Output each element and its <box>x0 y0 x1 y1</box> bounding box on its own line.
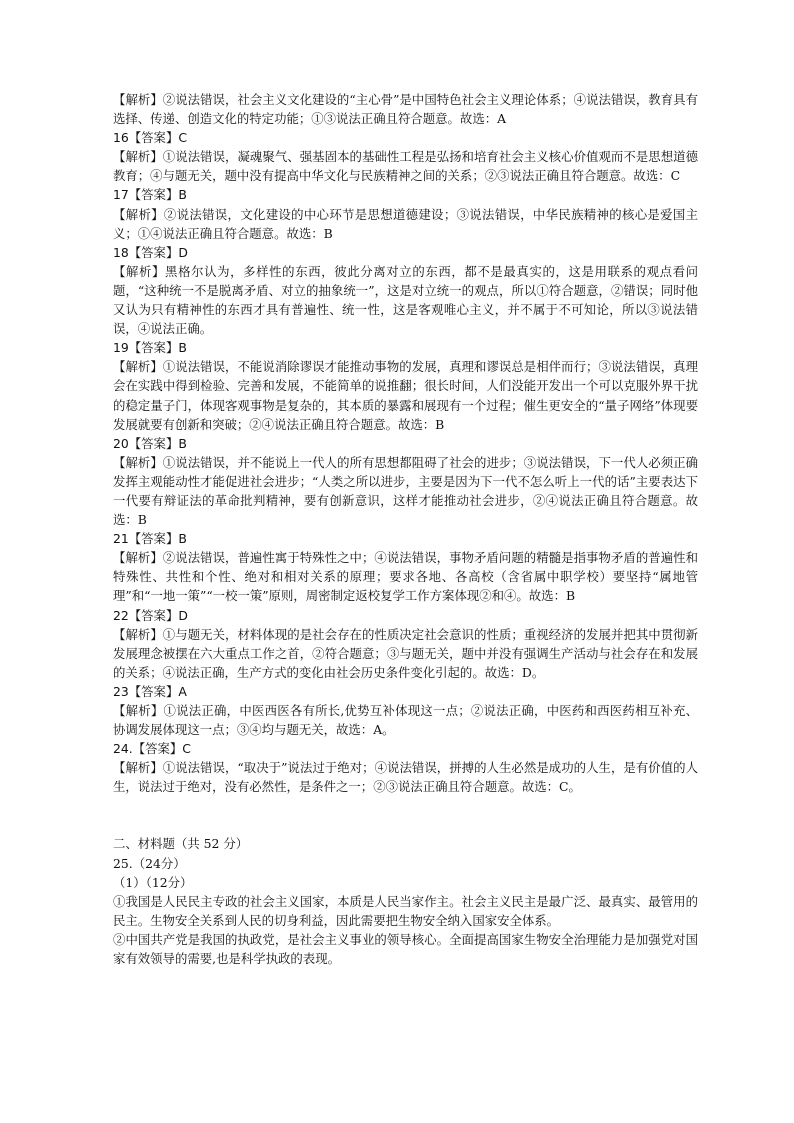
section-spacer <box>113 796 698 834</box>
analysis-paragraph: 【解析】黑格尔认为，多样性的东西，彼此分离对立的东西，都不是最真实的，这是用联系的观点看问题，“这种统一不是脱离矛盾、对立的抽象统一”，这是对立统一的观点，所以①符合题意，②错误；同时他又认为只有精神性的东西才具有普遍性、统一性，这是客观唯心主义，并不属于不可知论，所以③说法错误，④说法正确。 <box>113 263 698 337</box>
analysis-paragraph: 【解析】②说法错误，文化建设的中心环节是思想道德建设；③说法错误，中华民族精神的核心是爱国主义；①④说法正确且符合题意。故选：B <box>113 206 698 241</box>
answer-line: 22【答案】D <box>113 607 188 623</box>
analysis-paragraph: 【解析】①说法错误，不能说消除谬误才能推动事物的发展，真理和谬误总是相伴而行；③说法错误，真理会在实践中得到检验、完善和发展，不能简单的说推翻；很长时间，人们没能开发出一个可以克服外界干扰的稳定量子门，体现客观事物是复杂的，其本质的暴露和展现有一个过程；催生更安全的“量子网络”体现要发展就要有创新和突破；②④说法正确且符合题意。故选：B <box>113 359 698 432</box>
answer-line: 16【答案】C <box>113 130 187 146</box>
answer-list <box>113 90 698 796</box>
analysis-paragraph: 【解析】②说法错误，社会主义文化建设的“主心骨”是中国特色社会主义理论体系；④说法错误，教育具有选择、传递、创造文化的特定功能；①③说法正确且符合题意。故选：A <box>113 92 698 127</box>
answer-line: 20【答案】B <box>113 435 187 451</box>
answer-line: 18【答案】D <box>113 244 188 260</box>
answer-line: 17【答案】B <box>113 187 187 203</box>
analysis-paragraph: 【解析】②说法错误，普遍性寓于特殊性之中；④说法错误，事物矛盾问题的精髓是指事物矛盾的普遍性和特殊性、共性和个性、绝对和相对关系的原理；要求各地、各高校（含省属中职学校）要坚持“属地管理”和“一地一策”“一校一策”原则，周密制定返校复学工作方案体现②和④。故选：B <box>113 550 698 604</box>
question-number: 25.（24分） <box>113 855 186 871</box>
analysis-paragraph: 【解析】①与题无关，材料体现的是社会存在的性质决定社会意识的性质；重视经济的发展并把其中贯彻新发展理念被摆在六大重点工作之首，②符合题意；③与题无关，题中并没有强调生产活动与社会存在和发展的关系；④说法正确，生产方式的变化由社会历史条件变化引起的。故选：D。 <box>113 626 698 680</box>
answer-point: ②中国共产党是我国的执政党，是社会主义事业的领导核心。全面提高国家生物安全治理能力是加强党对国家有效领导的需要,也是科学执政的表现。 <box>113 931 698 967</box>
document-page <box>113 90 698 968</box>
answer-line: 21【答案】B <box>113 531 187 547</box>
answer-line: 19【答案】B <box>113 340 187 356</box>
section-title: 二、材料题（共 52 分） <box>113 836 249 852</box>
analysis-paragraph: 【解析】①说法正确，中医西医各有所长,优势互补体现这一点；②说法正确，中医药和西医药相互补充、协调发展体现这一点；③④均与题无关，故选：A。 <box>113 703 698 738</box>
sub-question-number: （1）（12分） <box>113 874 193 890</box>
answer-line: 24.【答案】C <box>113 741 191 757</box>
analysis-paragraph: 【解析】①说法错误，“取决于”说法过于绝对；④说法错误，拼搏的人生必然是成功的人生，是有价值的人生，说法过于绝对，没有必然性，是条件之一；②③说法正确且符合题意。故选：C。 <box>113 760 698 795</box>
analysis-paragraph: 【解析】①说法错误，并不能说上一代人的所有思想都阻碍了社会的进步；③说法错误，下一代人必须正确发挥主观能动性才能促进社会进步；“人类之所以进步，主要是因为下一代不怎么听上一代的话”主要表达下一代要有辩证法的革命批判精神，要有创新意识，这样才能推动社会进步，②④说法正确且符合题意。故选：B <box>113 454 698 528</box>
analysis-paragraph: 【解析】①说法错误，凝魂聚气、强基固本的基础性工程是弘扬和培育社会主义核心价值观而不是思想道德教育；④与题无关，题中没有提高中华文化与民族精神之间的关系；②③说法正确且符合题意。故选：C <box>113 149 698 184</box>
answer-line: 23【答案】A <box>113 683 187 699</box>
material-section <box>113 834 698 968</box>
answer-point: ①我国是人民民主专政的社会主义国家，本质是人民当家作主。社会主义民主是最广泛、最真实、最管用的民主。生物安全关系到人民的切身利益，因此需要把生物安全纳入国家安全体系。 <box>113 893 698 928</box>
